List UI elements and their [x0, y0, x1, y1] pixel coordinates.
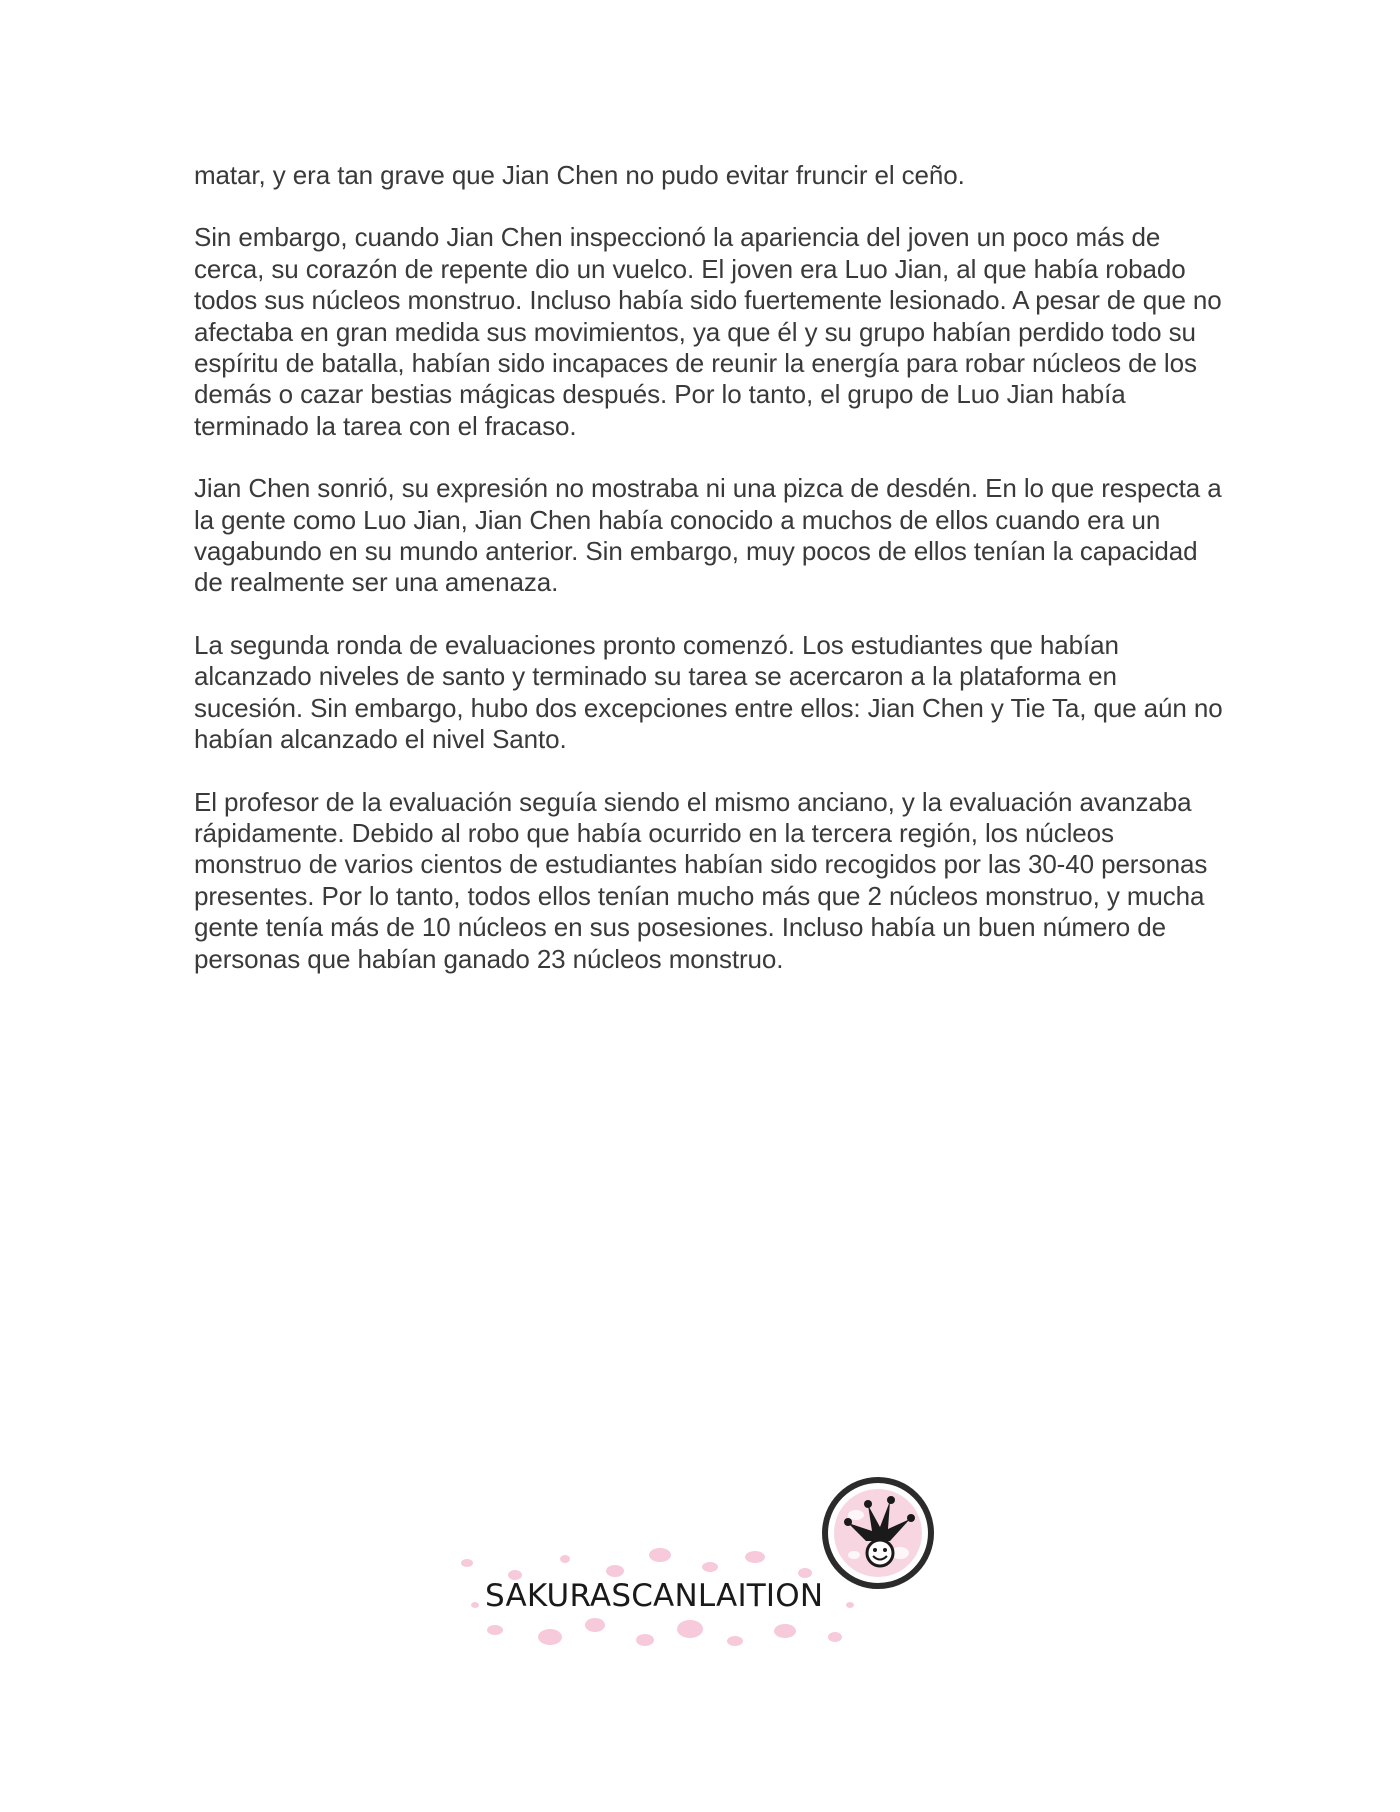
paragraph-2: Sin embargo, cuando Jian Chen inspeccionó la apariencia del joven un poco más de cerca, su corazón de repente dio un vuelco. El joven era Luo Jian, al que había robado todos sus núcleos monstruo. Incluso había sido fuertemente lesionado. A pesar de que no afectaba en gran medida sus movimientos, ya que él y su grupo habían perdido todo su espíritu de batalla, habían sido incapaces de reunir la energía para robar núcleos de los demás o cazar bestias mágicas después. Por lo tanto, el grupo de Luo Jian había terminado la tarea con el fracaso. [194, 222, 1222, 441]
paragraph-5: El profesor de la evaluación seguía siendo el mismo anciano, y la evaluación avanzaba rápidamente. Debido al robo que había ocurrido en la tercera región, los núcleos monstruo de varios cientos de estudiantes habían sido recogidos por las 30-40 personas presentes. Por lo tanto, todos ellos tenían mucho más que 2 núcleos monstruo, y mucha gente tenía más de 10 núcleos en sus posesiones. Incluso había un buen número de personas que habían ganado 23 núcleos monstruo. [194, 786, 1208, 974]
jester-hat-icon [820, 1475, 936, 1591]
paragraph-4: La segunda ronda de evaluaciones pronto comenzó. Los estudiantes que habían alcanzado niveles de santo y terminado su tarea se acercaron a la plataforma en sucesión. Sin embargo, hubo dos excepciones entre ellos: Jian Chen y Tie Ta, que aún no habían alcanzado el nivel Santo. [194, 629, 1223, 755]
scanlation-logo [455, 1475, 935, 1655]
document-page [194, 160, 1224, 1006]
paragraph-3: Jian Chen sonrió, su expresión no mostraba ni una pizca de desdén. En lo que respecta a la gente como Luo Jian, Jian Chen había conocido a muchos de ellos cuando era un vagabundo en su mundo anterior. Sin embargo, muy pocos de ellos tenían la capacidad de realmente ser una amenaza. [194, 473, 1222, 598]
paragraph-1: matar, y era tan grave que Jian Chen no pudo evitar fruncir el ceño. [194, 160, 965, 190]
brand-name: SAKURASCANLAITION [485, 1578, 824, 1614]
